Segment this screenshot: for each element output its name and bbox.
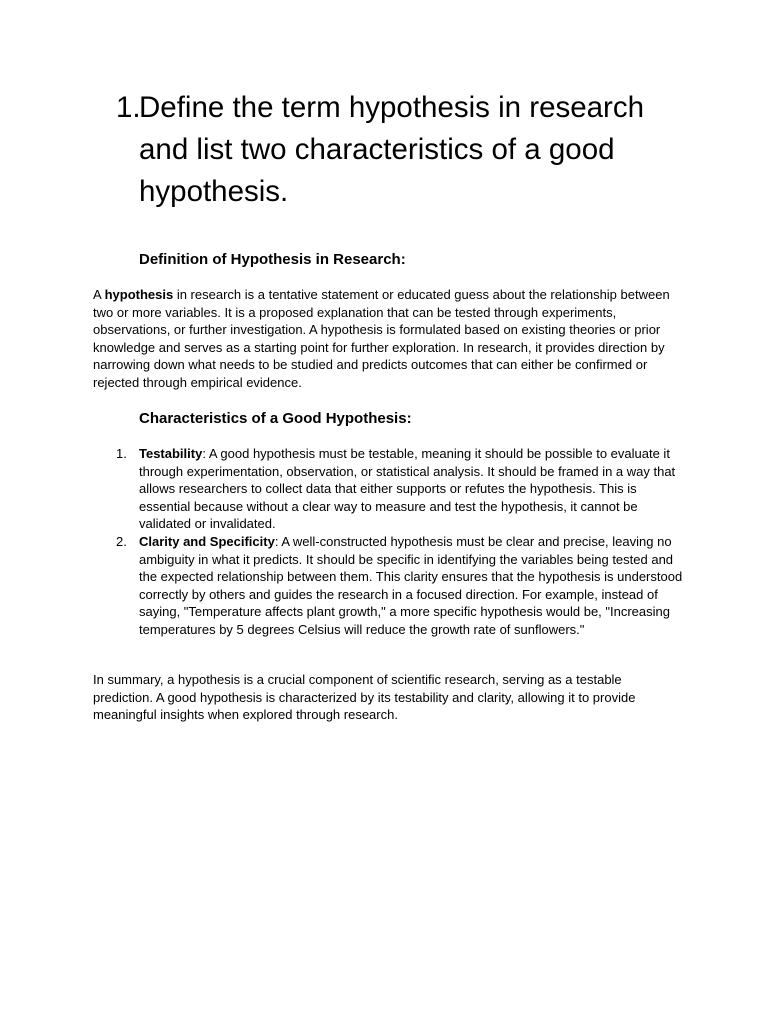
characteristics-heading: Characteristics of a Good Hypothesis: [139, 410, 412, 427]
definition-bold-term: hypothesis [104, 287, 174, 302]
question-number: 1. [116, 91, 141, 124]
list-item-number: 1. [116, 446, 127, 461]
characteristics-list [116, 445, 684, 639]
definition-heading: Definition of Hypothesis in Research: [139, 251, 406, 268]
list-item [116, 533, 684, 639]
list-item-body: : A well-constructed hypothesis must be clear and precise, leaving no ambiguity in what it predicts. It should be specific in identifying the variables being tested and the expected relationship between them. This clarity ensures that the hypothesis is understood correctly by others and guides the research in a focused direction. For example, instead of saying, "Temperature affects plant growth," a more specific hypothesis would be, "Increasing temperatures by 5 degrees Celsius will reduce the growth rate of sunflowers." [139, 533, 683, 637]
question-title [116, 87, 696, 213]
question-text: Define the term hypothesis in research and list two characteristics of a good hypothesis. [139, 91, 645, 208]
summary-paragraph: In summary, a hypothesis is a crucial component of scientific research, serving as a testable prediction. A good hypothesis is characterized by its testability and clarity, allowing it to provide meaningful insights when explored through research. [93, 672, 636, 723]
definition-body: in research is a tentative statement or educated guess about the relationship between two or more variables. It is a proposed explanation that can be tested through experiments, observations, or further investigation. A hypothesis is formulated based on existing theories or prior knowledge and serves as a starting point for further exploration. In research, it provides direction by narrowing down what needs to be studied and predicts outcomes that can either be confirmed or rejected through empirical evidence. [93, 287, 670, 390]
list-item-number: 2. [116, 533, 127, 549]
list-item [116, 445, 684, 533]
list-item-body: : A good hypothesis must be testable, meaning it should be possible to evaluate it through experimentation, observation, or statistical analysis. It should be framed in a way that allows researchers to collect data that either supports or refutes the hypothesis. This is essential because without a clear way to measure and test the hypothesis, it cannot be validated or invalidated. [139, 446, 676, 532]
list-item-term: Testability [139, 446, 203, 461]
definition-prefix: A [93, 287, 105, 302]
list-item-term: Clarity and Specificity [139, 533, 275, 549]
definition-paragraph [93, 286, 683, 392]
